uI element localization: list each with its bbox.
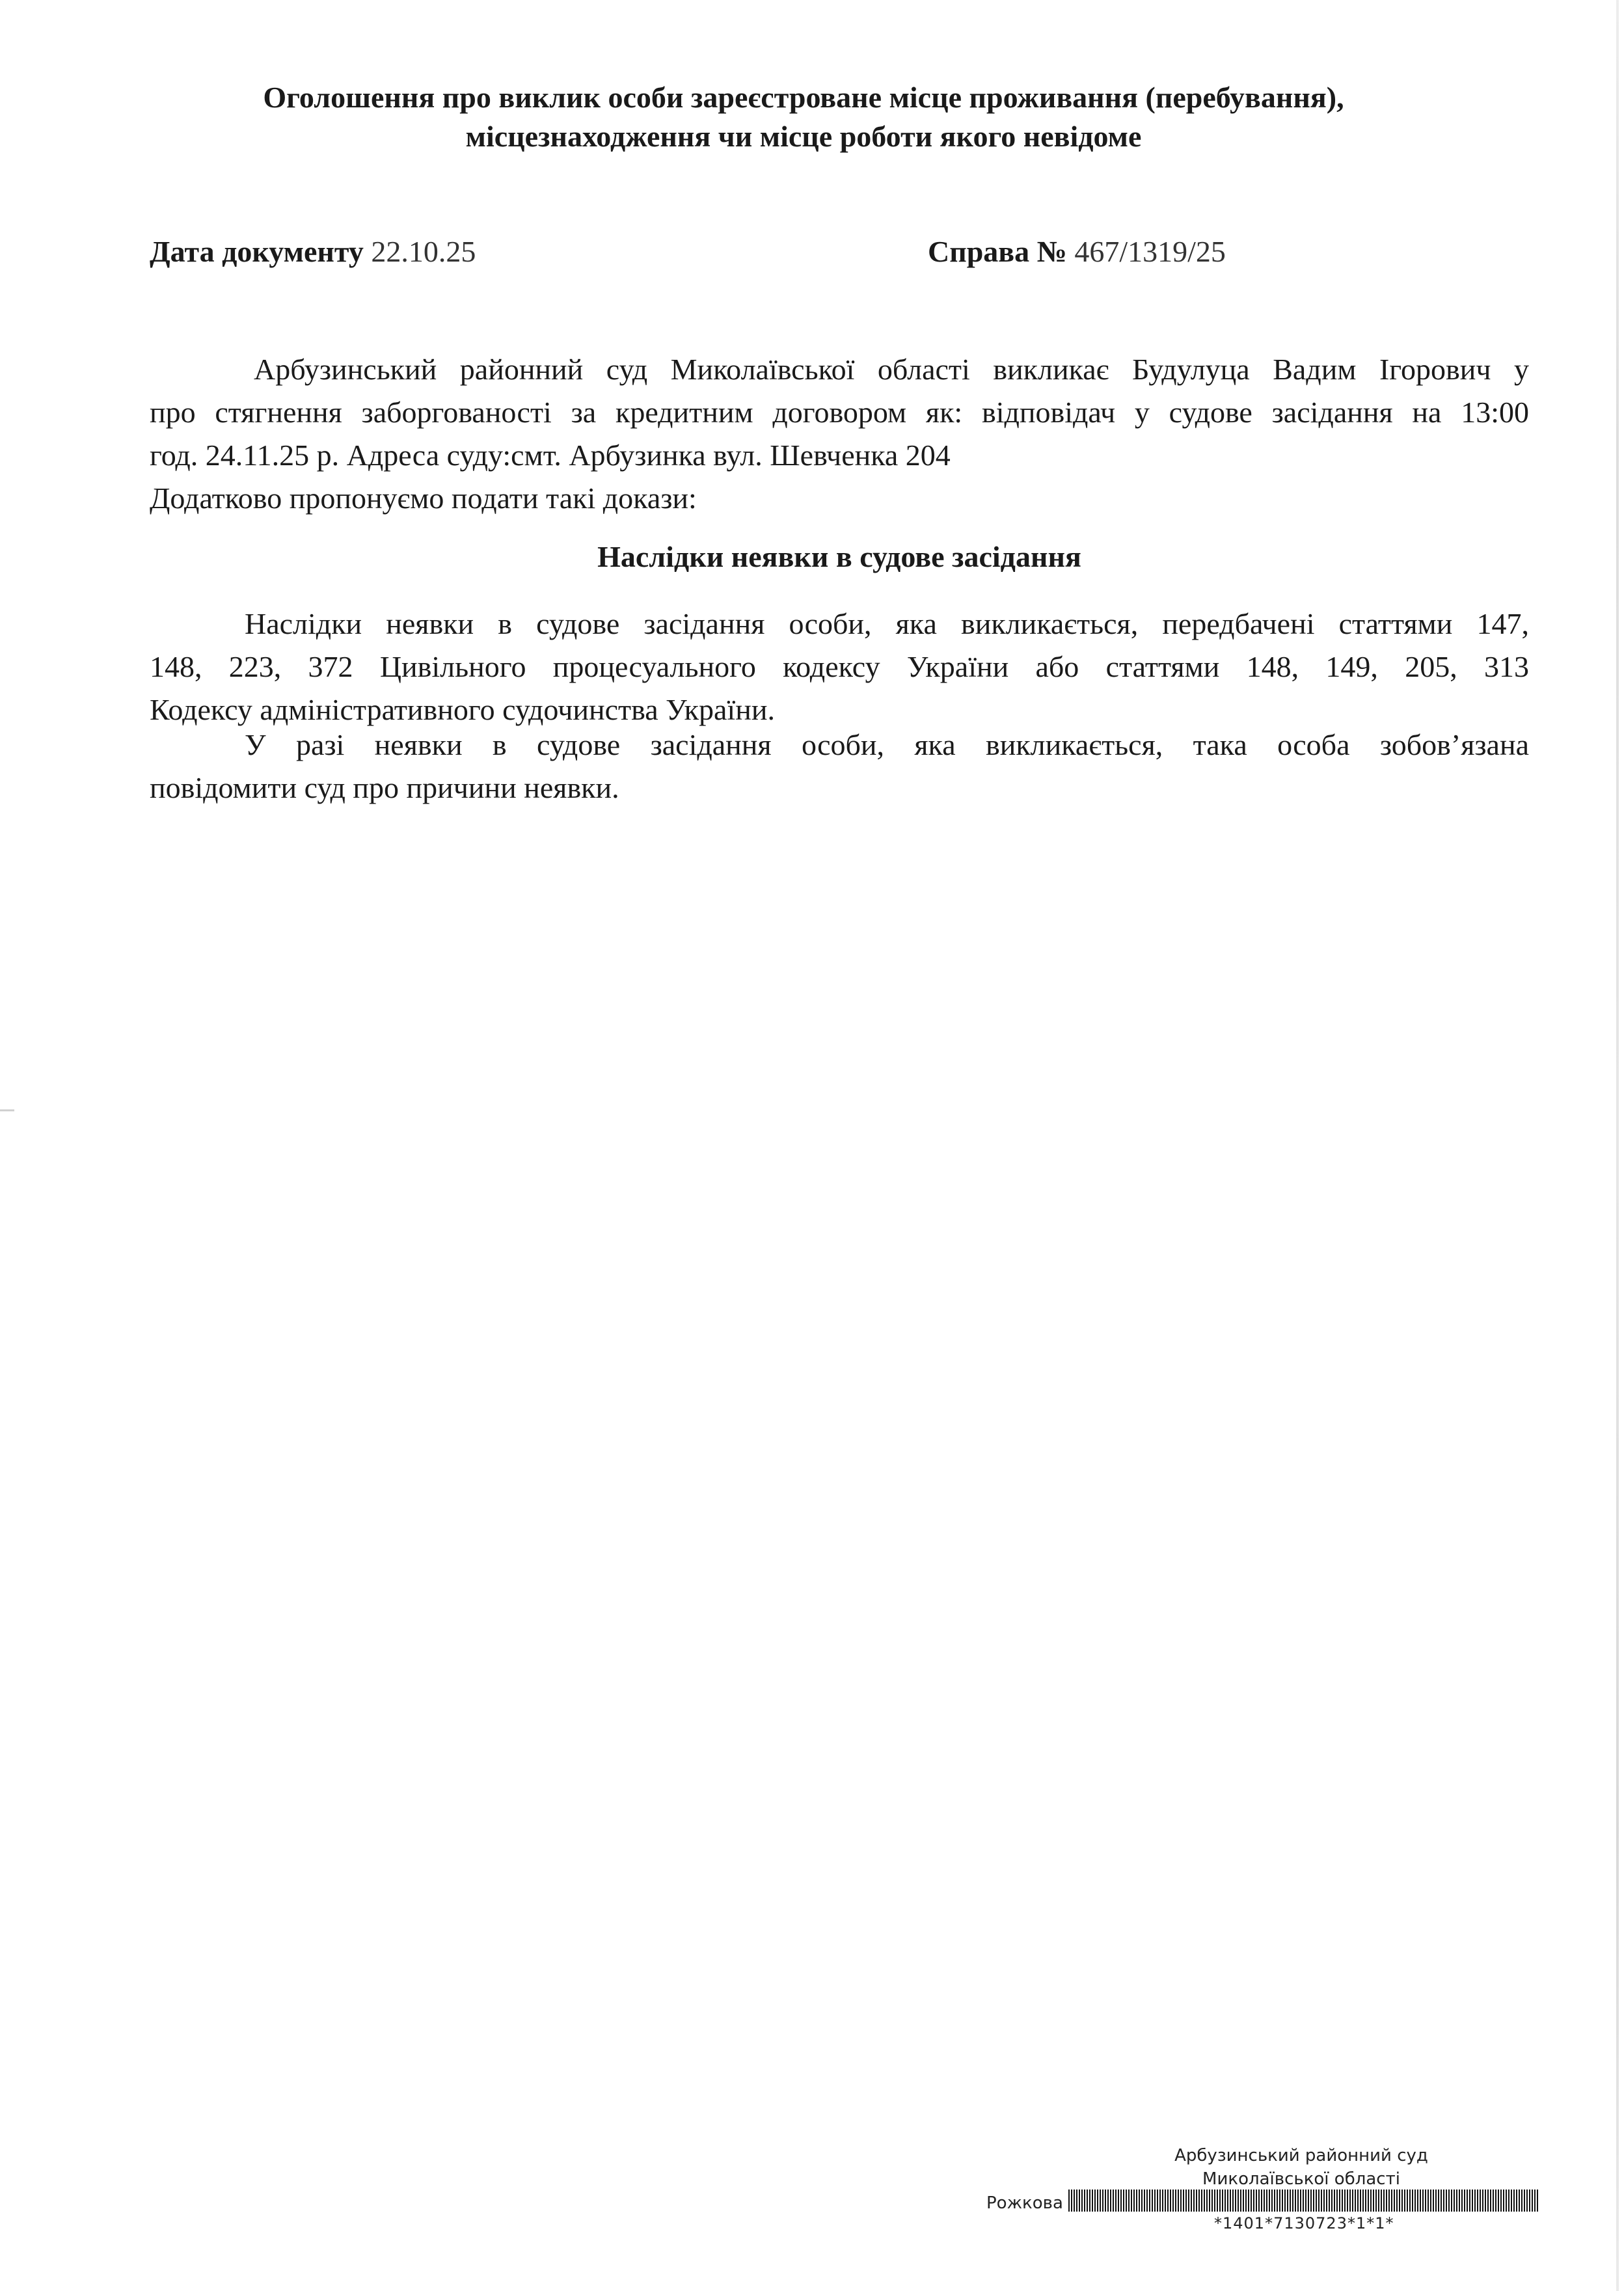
barcode-bar (1115, 2189, 1116, 2212)
barcode-bar (1433, 2189, 1434, 2212)
barcode-bar (1251, 2189, 1252, 2212)
barcode-bar (1277, 2189, 1278, 2212)
barcode-bar (1284, 2189, 1286, 2212)
barcode-bar (1529, 2189, 1530, 2212)
barcode-bar (1188, 2189, 1189, 2212)
barcode-bar (1227, 2189, 1228, 2212)
barcode-bar (1487, 2189, 1489, 2212)
barcode-bar (1198, 2189, 1200, 2212)
barcode-bar (1472, 2189, 1473, 2212)
summons-line-4: Додатково пропонуємо подати такі докази: (150, 481, 697, 515)
barcode-bar (1128, 2189, 1130, 2212)
barcode-bar (1219, 2189, 1221, 2212)
barcode-bar (1133, 2189, 1135, 2212)
barcode-bar (1391, 2189, 1392, 2212)
barcode-bar (1336, 2189, 1338, 2212)
barcode-bar (1503, 2189, 1504, 2212)
barcode-bar (1305, 2189, 1306, 2212)
barcode-bar (1467, 2189, 1468, 2212)
stamp-clerk-name: Рожкова (986, 2193, 1063, 2213)
barcode-bar (1321, 2189, 1322, 2212)
barcode-bar (1456, 2189, 1457, 2212)
barcode-bar (1222, 2189, 1223, 2212)
case-label: Справа № (928, 235, 1067, 268)
document-date (150, 234, 476, 269)
consequences-paragraph-1 (150, 603, 1529, 731)
barcode-bar (1162, 2189, 1163, 2212)
barcode-bar (1290, 2189, 1291, 2212)
barcode-bar (1500, 2189, 1502, 2212)
summons-paragraph (150, 348, 1529, 520)
barcode-bar (1180, 2189, 1182, 2212)
barcode-bar (1519, 2189, 1520, 2212)
barcode-bar (1438, 2189, 1439, 2212)
barcode-bar (1269, 2189, 1270, 2212)
barcode-bar (1159, 2189, 1161, 2212)
document-title (150, 78, 1457, 156)
barcode-bar (1295, 2189, 1296, 2212)
summons-line-2: про стягнення заборгованості за кредитним договором як: відповідач у судове засідання на 13:00 (150, 396, 1529, 429)
barcode-bar (1451, 2189, 1452, 2212)
barcode-bar (1401, 2189, 1403, 2212)
barcode-bar (1141, 2189, 1143, 2212)
barcode-bar (1149, 2189, 1150, 2212)
barcode-bar (1422, 2189, 1424, 2212)
barcode-bar (1123, 2189, 1124, 2212)
barcode-bar (1339, 2189, 1340, 2212)
barcode-bar (1303, 2189, 1304, 2212)
barcode-bar (1508, 2189, 1509, 2212)
consequences-p1-line-3: Кодексу адміністративного судочинства України. (150, 693, 775, 726)
barcode-bar (1394, 2189, 1395, 2212)
barcode-bar (1534, 2189, 1536, 2212)
consequences-paragraph-2 (150, 724, 1529, 809)
barcode-bar (1420, 2189, 1421, 2212)
consequences-p1-line-1: Наслідки неявки в судове засідання особи, яка викликається, передбачені статтями 147, (245, 607, 1529, 640)
barcode-bar (1131, 2189, 1132, 2212)
barcode-bar (1407, 2189, 1408, 2212)
barcode-bar (1409, 2189, 1411, 2212)
barcode-bar (1282, 2189, 1283, 2212)
barcode-bar (1146, 2189, 1148, 2212)
barcode-bar (1347, 2189, 1348, 2212)
barcode-bar (1185, 2189, 1187, 2212)
barcode-bar (1209, 2189, 1210, 2212)
barcode-bar (1493, 2189, 1494, 2212)
case-number (928, 234, 1226, 269)
barcode-bar (1214, 2189, 1215, 2212)
barcode-bar (1089, 2189, 1090, 2212)
barcode-bar (1441, 2189, 1442, 2212)
barcode-bar (1167, 2189, 1169, 2212)
barcode-bar (1204, 2189, 1205, 2212)
barcode-bar (1412, 2189, 1413, 2212)
barcode-bar (1375, 2189, 1377, 2212)
barcode-bar (1113, 2189, 1114, 2212)
barcode-bar (1308, 2189, 1309, 2212)
barcode-bar (1297, 2189, 1299, 2212)
barcode-bar (1506, 2189, 1507, 2212)
barcode-bar (1245, 2189, 1247, 2212)
barcode-bar (1102, 2189, 1103, 2212)
barcode-bar (1175, 2189, 1176, 2212)
barcode-bar (1292, 2189, 1293, 2212)
summons-line-1: Арбузинський районний суд Миколаївської області викликає Будулуца Вадим Ігорович у (254, 353, 1529, 386)
barcode-bar (1266, 2189, 1267, 2212)
barcode-bar (1238, 2189, 1239, 2212)
barcode-bar (1211, 2189, 1213, 2212)
consequences-p2-line-2: повідомити суд про причини неявки. (150, 771, 619, 804)
barcode-bar (1477, 2189, 1478, 2212)
barcode-bar (1399, 2189, 1400, 2212)
barcode-bar (1396, 2189, 1398, 2212)
consequences-title: Наслідки неявки в судове засідання (597, 540, 1081, 573)
barcode-bar (1152, 2189, 1153, 2212)
barcode-bar (1193, 2189, 1195, 2212)
barcode-bar (1381, 2189, 1382, 2212)
barcode-bar (1485, 2189, 1486, 2212)
barcode-bar (1107, 2189, 1109, 2212)
barcode-bar (1178, 2189, 1179, 2212)
barcode-bar (1461, 2189, 1463, 2212)
barcode-bar (1490, 2189, 1491, 2212)
consequences-p2-line-1: У разі неявки в судове засідання особи, яка викликається, така особа зобов’язана (245, 728, 1529, 761)
barcode-bar (1365, 2189, 1366, 2212)
barcode-bar (1344, 2189, 1346, 2212)
barcode-bar (1300, 2189, 1301, 2212)
barcode-bar (1139, 2189, 1140, 2212)
barcode-bar (1521, 2189, 1522, 2212)
barcode-bar (1498, 2189, 1499, 2212)
date-label: Дата документу (150, 235, 364, 268)
barcode-bar (1157, 2189, 1158, 2212)
barcode-bar (1495, 2189, 1496, 2212)
barcode-bar (1225, 2189, 1226, 2212)
barcode-bar (1383, 2189, 1385, 2212)
barcode-bar (1100, 2189, 1101, 2212)
barcode-bar (1318, 2189, 1320, 2212)
barcode-bar (1334, 2189, 1335, 2212)
barcode-bar (1323, 2189, 1325, 2212)
barcode-bar (1469, 2189, 1470, 2212)
stamp-court (1165, 2144, 1438, 2191)
barcode-bar (1120, 2189, 1122, 2212)
barcode-bar (1253, 2189, 1254, 2212)
barcode-bar (1516, 2189, 1517, 2212)
barcode-bar (1388, 2189, 1390, 2212)
barcode-bar (1448, 2189, 1450, 2212)
date-value: 22.10.25 (371, 235, 476, 268)
barcode-bar (1355, 2189, 1356, 2212)
barcode-bar (1524, 2189, 1525, 2212)
barcode-bar (1256, 2189, 1257, 2212)
barcode-bar (1172, 2189, 1174, 2212)
barcode-bar (1183, 2189, 1184, 2212)
stamp-court-line-1: Арбузинський районний суд (1174, 2146, 1428, 2165)
barcode-bar (1258, 2189, 1260, 2212)
barcode-bar (1092, 2189, 1093, 2212)
title-line-1: Оголошення про виклик особи зареєстроване місце проживання (перебування), (263, 81, 1344, 114)
barcode-bar (1243, 2189, 1244, 2212)
stamp-court-line-2: Миколаївської області (1202, 2169, 1400, 2189)
barcode-bar (1349, 2189, 1351, 2212)
barcode-bar (1313, 2189, 1314, 2212)
barcode-bar (1217, 2189, 1218, 2212)
barcode-bar (1165, 2189, 1166, 2212)
barcode-bar (1428, 2189, 1429, 2212)
barcode-bar (1373, 2189, 1374, 2212)
barcode-bar (1261, 2189, 1262, 2212)
barcode-bar (1144, 2189, 1145, 2212)
barcode-bar (1511, 2189, 1512, 2212)
barcode-bar (1386, 2189, 1387, 2212)
barcode-bar (1110, 2189, 1111, 2212)
barcode-bar (1235, 2189, 1236, 2212)
barcode-bar (1435, 2189, 1437, 2212)
barcode-bar (1264, 2189, 1265, 2212)
barcode-bar (1378, 2189, 1379, 2212)
barcode-bar (1279, 2189, 1280, 2212)
barcode-bar (1417, 2189, 1418, 2212)
barcode-code: *1401*7130723*1*1* (1214, 2214, 1394, 2232)
barcode-bar (1316, 2189, 1317, 2212)
barcode-bar (1105, 2189, 1106, 2212)
barcode-bar (1191, 2189, 1192, 2212)
barcode-bar (1087, 2189, 1088, 2212)
barcode-bar (1357, 2189, 1359, 2212)
barcode-bar (1526, 2189, 1528, 2212)
barcode-bar (1310, 2189, 1312, 2212)
barcode-bar (1201, 2189, 1202, 2212)
barcode-bar (1274, 2189, 1275, 2212)
barcode-bar (1342, 2189, 1343, 2212)
barcode-bar (1071, 2189, 1072, 2212)
barcode-bar (1474, 2189, 1476, 2212)
case-value: 467/1319/25 (1074, 235, 1226, 268)
barcode-bar (1196, 2189, 1197, 2212)
barcode-bar (1362, 2189, 1364, 2212)
barcode-bar (1248, 2189, 1249, 2212)
barcode-bar (1326, 2189, 1327, 2212)
barcode-bar (1170, 2189, 1171, 2212)
registry-stamp (976, 2144, 1549, 2261)
barcode-bar (1097, 2189, 1098, 2212)
barcode-bar (1094, 2189, 1096, 2212)
barcode-bar (1482, 2189, 1483, 2212)
barcode-bar (1068, 2189, 1070, 2212)
barcode-bar (1076, 2189, 1077, 2212)
scan-mark (0, 1109, 14, 1111)
barcode-bar (1430, 2189, 1431, 2212)
barcode-bar (1532, 2189, 1533, 2212)
barcode-bar (1081, 2189, 1083, 2212)
barcode-bar (1271, 2189, 1273, 2212)
barcode-bar (1513, 2189, 1515, 2212)
barcode-bar (1084, 2189, 1085, 2212)
barcode-bar (1232, 2189, 1234, 2212)
barcode-bar (1331, 2189, 1333, 2212)
barcode (1068, 2189, 1538, 2212)
barcode-bar (1370, 2189, 1372, 2212)
barcode-bar (1446, 2189, 1447, 2212)
barcode-bar (1074, 2189, 1075, 2212)
scan-edge (1616, 0, 1619, 2291)
barcode-bar (1329, 2189, 1330, 2212)
document-meta (150, 234, 1457, 273)
summons-line-3: год. 24.11.25 р. Адреса суду:смт. Арбузинка вул. Шевченка 204 (150, 439, 951, 472)
title-line-2: місцезнаходження чи місце роботи якого невідоме (465, 120, 1142, 153)
barcode-bar (1425, 2189, 1426, 2212)
barcode-bar (1414, 2189, 1416, 2212)
barcode-bar (1206, 2189, 1208, 2212)
barcode-bar (1240, 2189, 1241, 2212)
barcode-bar (1360, 2189, 1361, 2212)
barcode-bar (1287, 2189, 1288, 2212)
consequences-p1-line-2: 148, 223, 372 Цивільного процесуального кодексу України або статтями 148, 149, 205, 313 (150, 650, 1529, 683)
barcode-bar (1404, 2189, 1405, 2212)
barcode-bar (1079, 2189, 1080, 2212)
barcode-bar (1443, 2189, 1444, 2212)
barcode-bar (1368, 2189, 1369, 2212)
barcode-bar (1230, 2189, 1231, 2212)
barcode-bar (1118, 2189, 1119, 2212)
barcode-bar (1126, 2189, 1127, 2212)
barcode-bar (1459, 2189, 1460, 2212)
barcode-bar (1136, 2189, 1137, 2212)
barcode-bar (1454, 2189, 1455, 2212)
barcode-bar (1154, 2189, 1156, 2212)
barcode-bar (1352, 2189, 1353, 2212)
barcode-bar (1480, 2189, 1481, 2212)
barcode-bar (1537, 2189, 1538, 2212)
barcode-bar (1464, 2189, 1465, 2212)
